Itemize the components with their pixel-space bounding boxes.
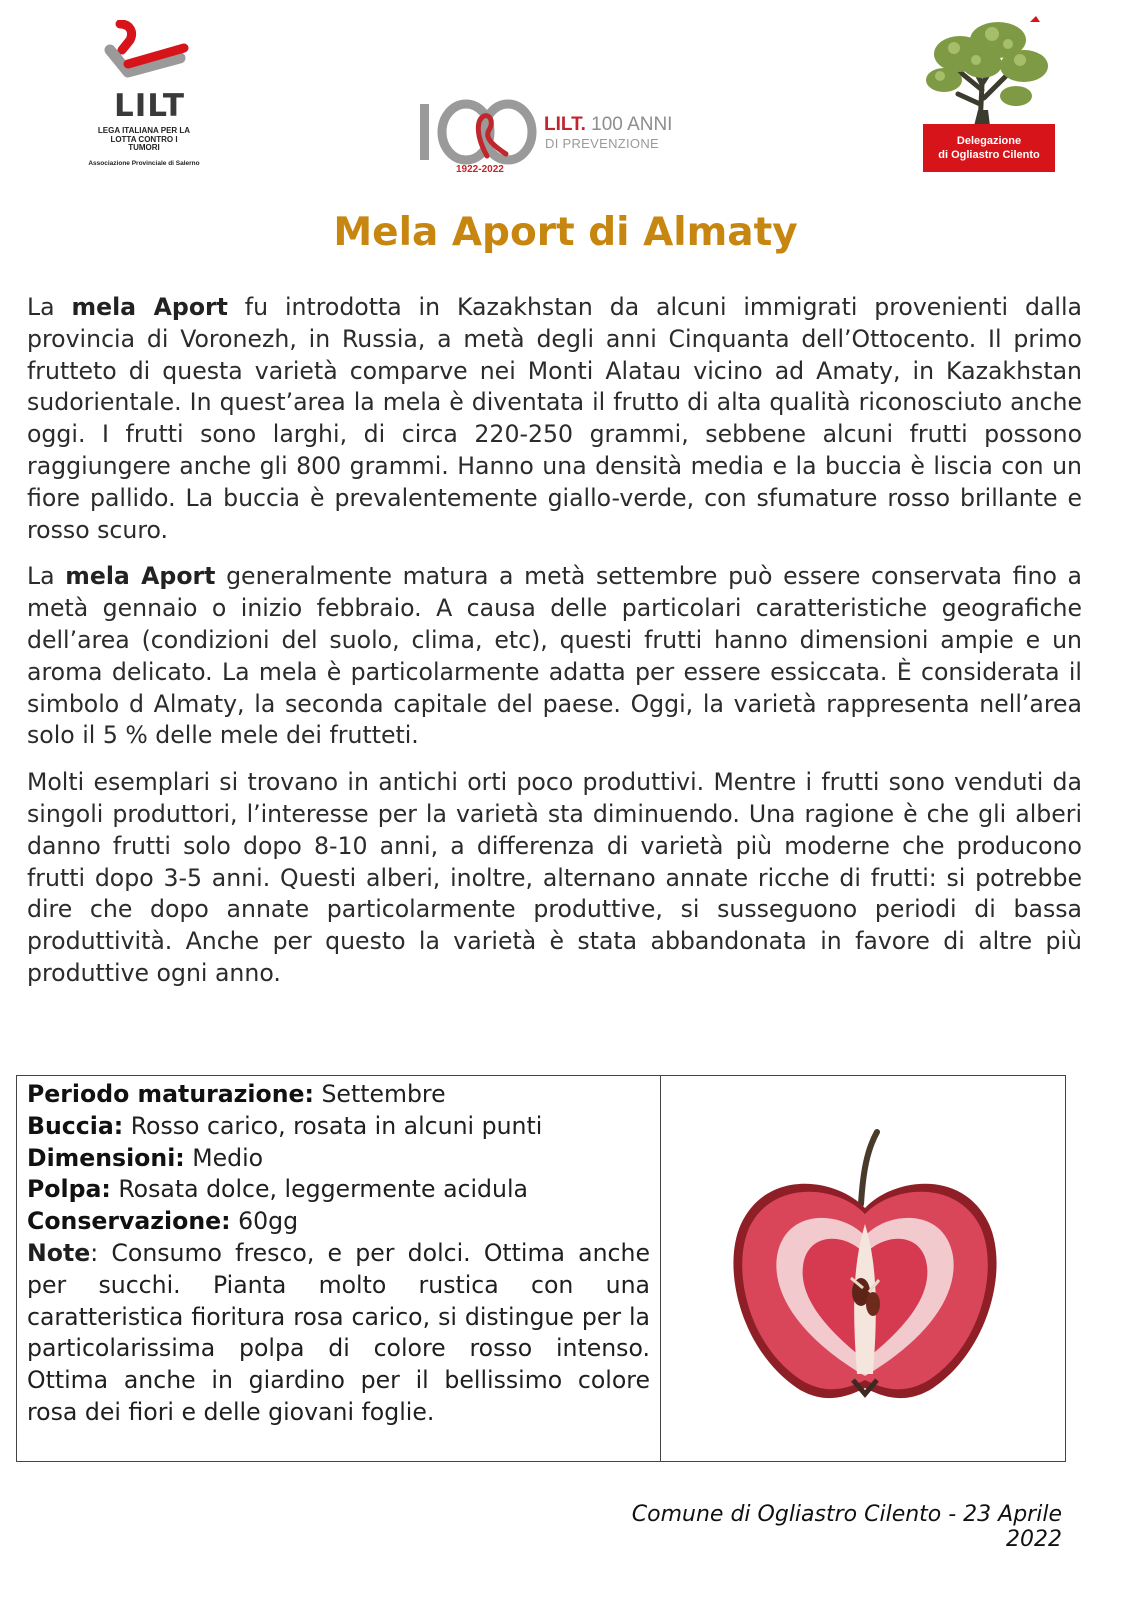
info-label: Polpa: xyxy=(27,1175,111,1204)
centenary-title xyxy=(544,114,672,136)
lilt-logo-icon xyxy=(100,20,190,90)
info-table xyxy=(16,1075,1066,1462)
centenary-years: 1922-2022 xyxy=(456,164,504,175)
olive-tree-icon xyxy=(920,14,1056,126)
info-value: Rosata dolce, leggermente acidula xyxy=(110,1175,528,1204)
info-label: Periodo maturazione: xyxy=(27,1080,314,1108)
info-label: Note xyxy=(27,1238,91,1267)
info-dimensioni xyxy=(27,1143,650,1175)
info-value: Settembre xyxy=(313,1080,446,1108)
lilt-logo xyxy=(82,20,222,170)
info-buccia xyxy=(27,1111,650,1143)
paragraph-text: Molti esemplari si trovano in antichi orti poco produttivi. Mentre i frutti sono venduti da singoli produttori, l’interesse per la varietà sta diminuendo. Una ragione è che gli alberi danno frutti solo dopo 8-10 anni, a differenza di varietà più moderne che producono frutti dopo 3-5 anni. Questi alberi, inoltre, alternano annate ricche di frutti: si potrebbe dire che dopo annate particolarmente produttive, si susseguono periodi di bassa produttività. Anche per questo la varietà è stata abbandonata in favore di altre più produttive ogni anno. xyxy=(27,768,1082,987)
paragraph-pre: La xyxy=(27,562,66,591)
lilt-subtitle: LEGA ITALIANA PER LA LOTTA CONTRO I TUMORI xyxy=(97,126,191,152)
footer-location-date: Comune di Ogliastro Cilento - 23 Aprile 2022 xyxy=(631,1502,1062,1552)
info-polpa xyxy=(27,1174,650,1206)
info-label: Conservazione: xyxy=(27,1207,231,1236)
info-value: Medio xyxy=(184,1143,264,1172)
info-label: Buccia: xyxy=(27,1111,124,1140)
info-value: 60gg xyxy=(230,1207,299,1236)
lilt-name: LILT xyxy=(114,88,186,124)
centenary-brand: LILT. xyxy=(544,114,586,135)
centenary-prevention: DI PREVENZIONE xyxy=(545,136,659,151)
lilt-association: Associazione Provinciale di Salerno xyxy=(88,160,200,167)
delegation-line1: Delegazione xyxy=(956,135,1022,147)
delegation-logo xyxy=(920,14,1056,176)
paragraph-text: generalmente matura a metà settembre può essere conservata fino a metà gennaio o inizio febbraio. A causa delle particolari caratteristiche geografiche dell’area (condizioni del suolo, clima, etc), questi frutti hanno dimensioni ampie e un aroma delicato. La mela è particolarmente adatta per essere essiccata. È considerata il simbolo d Almaty, la seconda capitale del paese. Oggi, la varietà rappresenta nell’area solo il 5 % delle mele dei frutteti. xyxy=(27,562,1082,750)
paragraph xyxy=(27,561,1082,752)
paragraph xyxy=(27,767,1082,990)
body-text xyxy=(27,292,1082,1005)
info-label: Dimensioni: xyxy=(27,1143,185,1172)
apple-half-image xyxy=(727,1128,1003,1408)
paragraph xyxy=(27,292,1082,546)
delegation-badge xyxy=(923,124,1055,172)
paragraph-bold: mela Aport xyxy=(71,293,228,321)
centenary-anni: 100 ANNI xyxy=(591,114,673,135)
delegation-line2: di Ogliastro Cilento xyxy=(938,149,1040,161)
info-periodo xyxy=(27,1079,650,1111)
lilt-100-logo-icon xyxy=(418,96,538,166)
paragraph-text: fu introdotta in Kazakhstan da alcuni immigrati provenienti dalla provincia di Voronezh, in Russia, a metà degli anni Cinquanta dell’Ottocento. Il primo frutteto di questa varietà comparve nei Monti Alatau vicino ad Amaty, in Kazakhstan sudorientale. In quest’area la mela è diventata il frutto di alta qualità riconosciuto anche oggi. I frutti sono larghi, di circa 220-250 grammi, sebbene alcuni frutti possono raggiungere anche gli 800 grammi. Hanno una densità media e la buccia è liscia con un fiore pallido. La buccia è prevalentemente giallo-verde, con sfumature rosso brillante e rosso scuro. xyxy=(27,293,1082,544)
info-note xyxy=(27,1238,650,1429)
apple-image-cell xyxy=(661,1076,1065,1461)
lilt-100-logo xyxy=(418,96,698,184)
page-title: Mela Aport di Almaty xyxy=(333,210,798,255)
paragraph-pre: La xyxy=(27,293,72,321)
info-column xyxy=(17,1076,661,1461)
info-value: : Consumo fresco, e per dolci. Ottima anche per succhi. Pianta molto rustica con una caratteristica fioritura rosa carico, si distingue per la particolarissima polpa di colore rosso intenso. Ottima anche in giardino per il bellissimo colore rosa dei fiori e delle giovani foglie. xyxy=(27,1238,650,1426)
info-value: Rosso carico, rosata in alcuni punti xyxy=(123,1111,543,1140)
info-conservazione xyxy=(27,1206,650,1238)
paragraph-bold: mela Aport xyxy=(65,562,216,591)
